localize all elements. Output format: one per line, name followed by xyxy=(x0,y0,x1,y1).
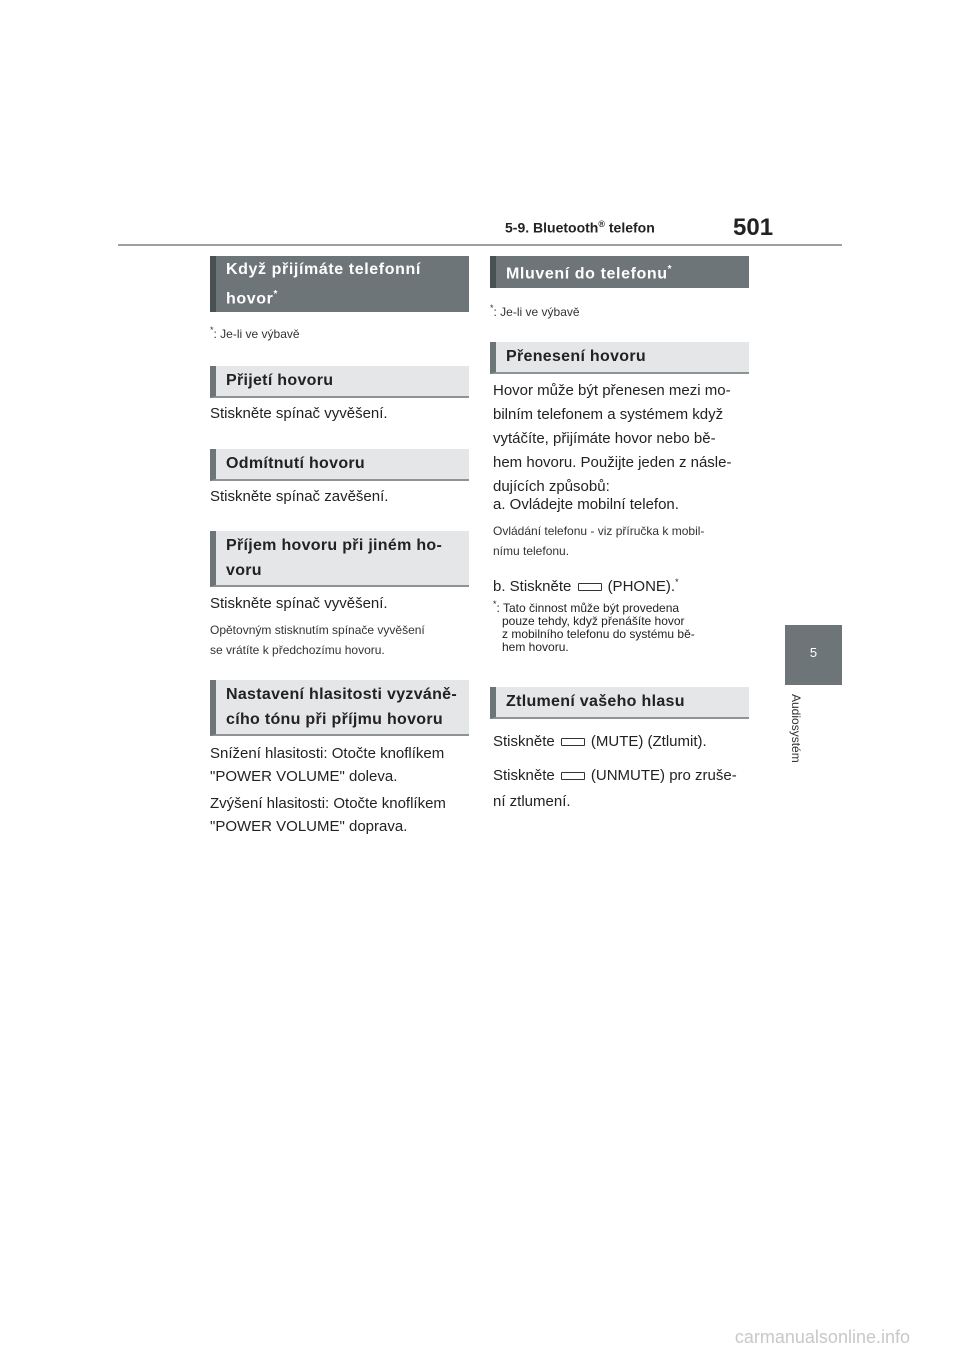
section-title-text: 5-9. Bluetooth xyxy=(505,219,599,236)
mute-suffix: (MUTE) (Ztlumit). xyxy=(590,733,707,750)
chapter-label-text: Audiosystém xyxy=(789,694,803,763)
chapter-label xyxy=(787,694,807,804)
note-text: : Je-li ve výbavě xyxy=(213,327,300,341)
reject-call-text: Stiskněte spínač zavěšení. xyxy=(210,488,389,505)
unmute-prefix: Stiskněte xyxy=(493,767,555,784)
note-star-right: * xyxy=(490,303,494,313)
heading-talking xyxy=(490,256,749,288)
transfer-line2: bilním telefonem a systémem když xyxy=(493,406,724,423)
heading-call-transfer: Přenesení hovoru xyxy=(490,342,749,374)
call-waiting-note xyxy=(210,620,425,660)
heading-star: * xyxy=(273,288,278,300)
volume-up-line2: "POWER VOLUME" doprava. xyxy=(210,818,408,835)
transfer-line5: dujících způsobů: xyxy=(493,478,610,495)
phone-button-icon xyxy=(578,583,602,591)
unmute-line2: ní ztlumení. xyxy=(493,793,571,810)
heading-incoming-call xyxy=(210,256,469,312)
transfer-line3: vytáčíte, přijímáte hovor nebo bě- xyxy=(493,430,716,447)
mute-button-icon xyxy=(561,738,585,746)
option-b-star: * xyxy=(675,577,679,587)
heading-mute: Ztlumení vašeho hlasu xyxy=(490,687,749,719)
transfer-line1: Hovor může být přenesen mezi mo- xyxy=(493,382,731,399)
heading-incoming-call-text xyxy=(226,257,421,311)
chapter-number: 5 xyxy=(809,645,818,660)
footnote-line4: hem hovoru. xyxy=(502,640,569,654)
heading-talking-star: * xyxy=(667,263,673,275)
footnote-star: * xyxy=(493,599,497,609)
unmute-button-icon xyxy=(561,772,585,780)
equipment-note-right xyxy=(490,298,580,322)
mute-text xyxy=(493,730,707,754)
option-a: a. Ovládejte mobilní telefon. xyxy=(493,496,679,513)
call-transfer-text xyxy=(493,379,731,499)
heading-call-waiting-line1: Příjem hovoru při jiném ho- xyxy=(226,537,443,554)
header-divider xyxy=(118,244,842,246)
note-star: * xyxy=(210,325,214,335)
heading-reject-call: Odmítnutí hovoru xyxy=(210,449,469,481)
note-text-right: : Je-li ve výbavě xyxy=(493,305,580,319)
page-number: 501 xyxy=(733,214,774,241)
volume-down-line2: "POWER VOLUME" doleva. xyxy=(210,768,398,785)
heading-accept-call: Přijetí hovoru xyxy=(210,366,469,398)
option-a-note-line1: Ovládání telefonu - viz příručka k mobil- xyxy=(493,524,705,538)
call-waiting-note-line1: Opětovným stisknutím spínače vyvěšení xyxy=(210,623,425,637)
ringtone-volume-text xyxy=(210,742,444,788)
heading-talking-text: Mluvení do telefonu xyxy=(506,265,668,283)
heading-call-waiting-line2: voru xyxy=(226,562,262,579)
registered-mark: ® xyxy=(598,219,605,229)
footnote-line3: z mobilního telefonu do systému bě- xyxy=(502,627,695,641)
mute-prefix: Stiskněte xyxy=(493,733,555,750)
footnote-line1: : Tato činnost může být provedena xyxy=(496,601,680,615)
transfer-line4: hem hovoru. Použijte jeden z násle- xyxy=(493,454,732,471)
equipment-note xyxy=(210,320,300,344)
call-waiting-text: Stiskněte spínač vyvěšení. xyxy=(210,595,388,612)
option-b-prefix: b. Stiskněte xyxy=(493,578,572,595)
accept-call-text: Stiskněte spínač vyvěšení. xyxy=(210,405,388,422)
call-waiting-note-line2: se vrátíte k předchozímu hovoru. xyxy=(210,643,385,657)
volume-up-line1: Zvýšení hlasitosti: Otočte knoflíkem xyxy=(210,795,446,812)
option-b-suffix: (PHONE). xyxy=(607,578,676,595)
watermark: carmanualsonline.info xyxy=(734,1327,910,1347)
chapter-tab[interactable] xyxy=(785,625,842,685)
heading-ringtone-volume xyxy=(210,680,469,736)
heading-line1: Když přijímáte telefonní xyxy=(226,260,421,278)
option-b xyxy=(493,570,679,599)
heading-line2: hovor xyxy=(226,290,274,308)
unmute-suffix: (UNMUTE) pro zruše- xyxy=(590,767,737,784)
ringtone-volume-up-text xyxy=(210,792,446,838)
option-a-note xyxy=(493,521,704,561)
heading-ringtone-line2: cího tónu při příjmu hovoru xyxy=(226,711,443,728)
option-b-footnote xyxy=(493,598,743,654)
unmute-text xyxy=(493,763,737,815)
section-title-suffix: telefon xyxy=(604,219,655,236)
heading-ringtone-line1: Nastavení hlasitosti vyzváně- xyxy=(226,686,458,703)
section-title xyxy=(505,219,655,236)
footnote-line2: pouze tehdy, když přenášíte hovor xyxy=(502,614,685,628)
option-a-note-line2: nímu telefonu. xyxy=(493,544,570,558)
heading-call-waiting xyxy=(210,531,469,587)
volume-down-line1: Snížení hlasitosti: Otočte knoflíkem xyxy=(210,745,445,762)
